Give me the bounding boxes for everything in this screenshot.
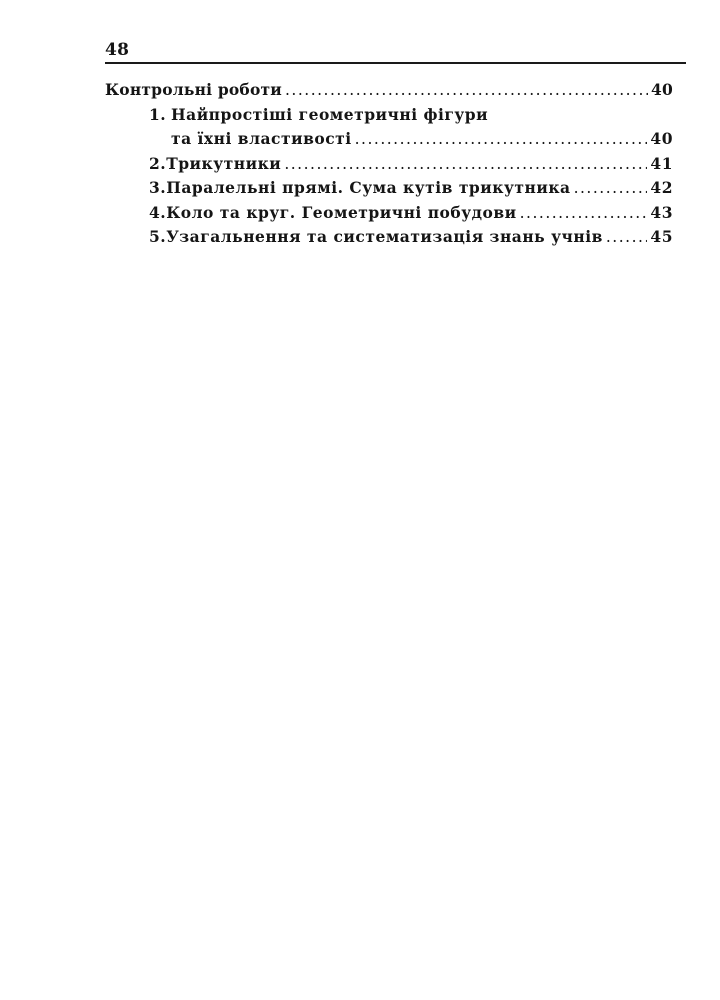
- toc-item-3[interactable]: [105, 178, 673, 203]
- toc-item-number: 4.: [149, 202, 167, 222]
- toc-item-title: Найпростіші геометричні фігури: [171, 104, 489, 124]
- toc-section-title: Контрольні роботи: [105, 80, 282, 99]
- table-of-contents: [105, 80, 673, 252]
- dot-leader: [520, 204, 648, 222]
- toc-item-page: 41: [650, 153, 673, 173]
- dot-leader: [574, 179, 648, 197]
- toc-item-1-line2[interactable]: [105, 129, 673, 154]
- toc-section-page: 40: [651, 80, 673, 99]
- toc-section-control-works[interactable]: [105, 80, 673, 105]
- toc-item-title: Узагальнення та систематизація знань учнів: [166, 227, 603, 246]
- toc-item-page: 42: [650, 178, 673, 197]
- toc-item-2[interactable]: [105, 154, 673, 179]
- toc-item-page: 43: [650, 202, 673, 222]
- toc-item-5[interactable]: [105, 227, 673, 252]
- toc-item-number: 5.: [149, 227, 167, 246]
- header-rule: [105, 62, 686, 64]
- dot-leader: [284, 155, 647, 173]
- toc-item-title: Паралельні прямі. Сума кутів трикутника: [166, 178, 571, 197]
- toc-item-1-line1[interactable]: [105, 105, 673, 130]
- toc-item-number: 3.: [149, 178, 167, 197]
- toc-item-title-continuation: та їхні властивості: [171, 129, 352, 148]
- toc-item-number: 2.: [149, 153, 167, 173]
- toc-item-page: 40: [650, 129, 673, 148]
- toc-item-title: Коло та круг. Геометричні побудови: [166, 202, 517, 222]
- toc-item-page: 45: [650, 227, 673, 246]
- page-number: 48: [105, 40, 130, 60]
- toc-item-number: 1.: [149, 104, 167, 124]
- dot-leader: [285, 81, 648, 99]
- toc-item-title: Трикутники: [166, 153, 282, 173]
- toc-item-4[interactable]: [105, 203, 673, 228]
- dot-leader: [355, 130, 648, 148]
- dot-leader: [606, 228, 648, 246]
